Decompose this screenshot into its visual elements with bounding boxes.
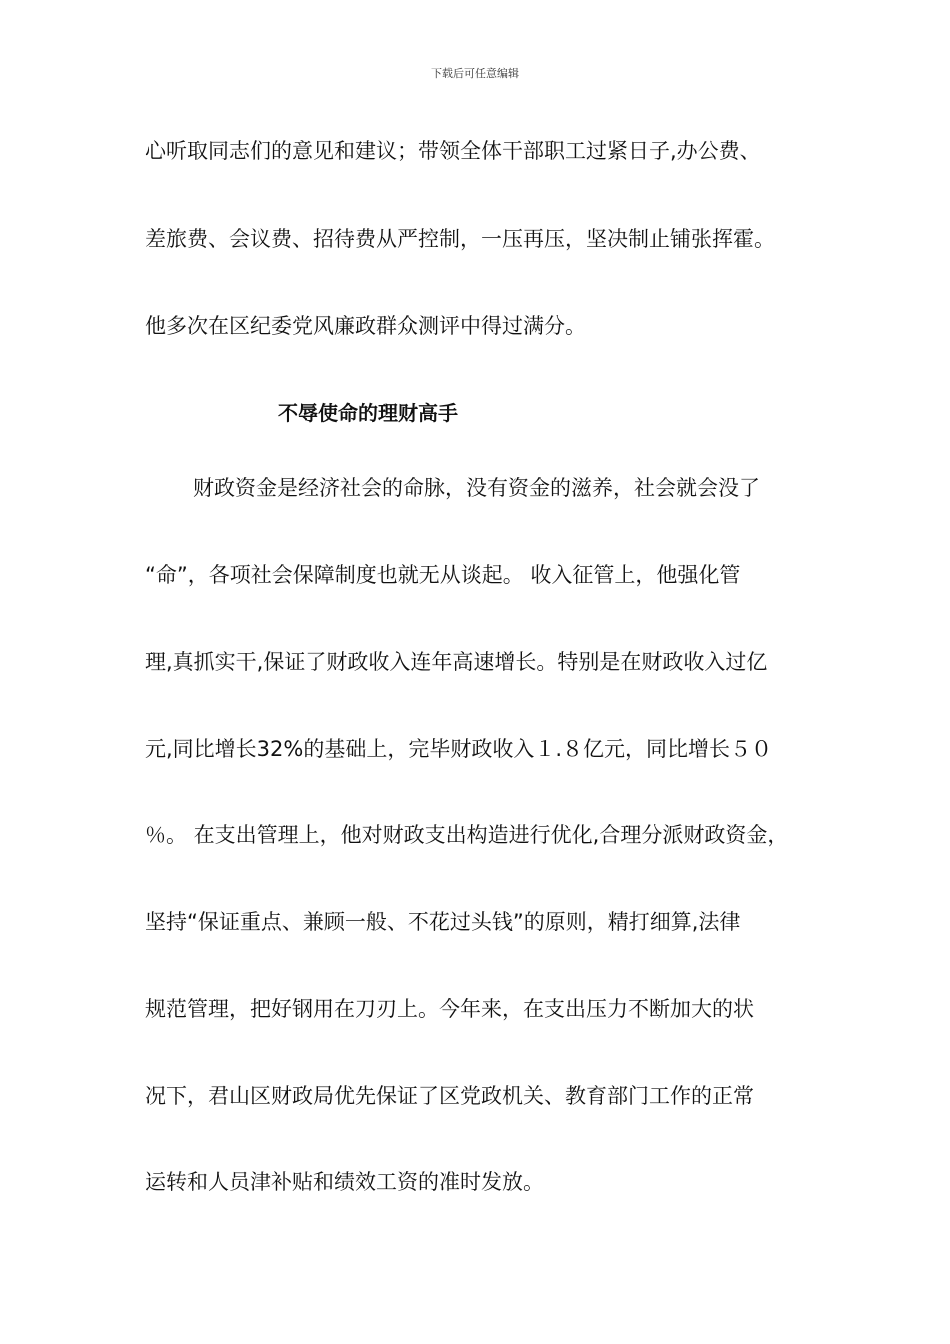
paragraph-line-6: 坚持“保证重点、兼顾一般、不花过头钱”的原则，精打细算,法律 <box>145 910 741 934</box>
paragraph-line-9: 运转和人员津补贴和绩效工资的准时发放。 <box>145 1170 544 1194</box>
paragraph-line-8: 况下，君山区财政局优先保证了区党政机关、教育部门工作的正常 <box>145 1084 754 1108</box>
paragraph-line-1: 财政资金是经济社会的命脉，没有资金的滋养，社会就会没了 <box>193 476 760 500</box>
body-line-3: 他多次在区纪委党风廉政群众测评中得过满分。 <box>145 314 586 338</box>
paragraph-line-3: 理,真抓实干,保证了财政收入连年高速增长。特别是在财政收入过亿 <box>145 650 768 674</box>
paragraph-line-5: ％。 在支出管理上，他对财政支出构造进行优化,合理分派财政资金， <box>145 823 789 847</box>
page-header: 下载后可任意编辑 <box>431 67 519 80</box>
paragraph-line-7: 规范管理，把好钢用在刀刃上。今年来，在支出压力不断加大的状 <box>145 997 754 1021</box>
body-line-1: 心听取同志们的意见和建议；带领全体干部职工过紧日子,办公费、 <box>145 139 761 163</box>
section-heading: 不辱使命的理财高手 <box>278 401 458 425</box>
paragraph-line-2: “命”，各项社会保障制度也就无从谈起。 收入征管上，他强化管 <box>145 563 741 587</box>
body-line-2: 差旅费、会议费、招待费从严控制，一压再压，坚决制止铺张挥霍。 <box>145 227 775 251</box>
paragraph-line-4: 元,同比增长32%的基础上，完毕财政收入１.８亿元，同比增长５０ <box>145 737 773 761</box>
